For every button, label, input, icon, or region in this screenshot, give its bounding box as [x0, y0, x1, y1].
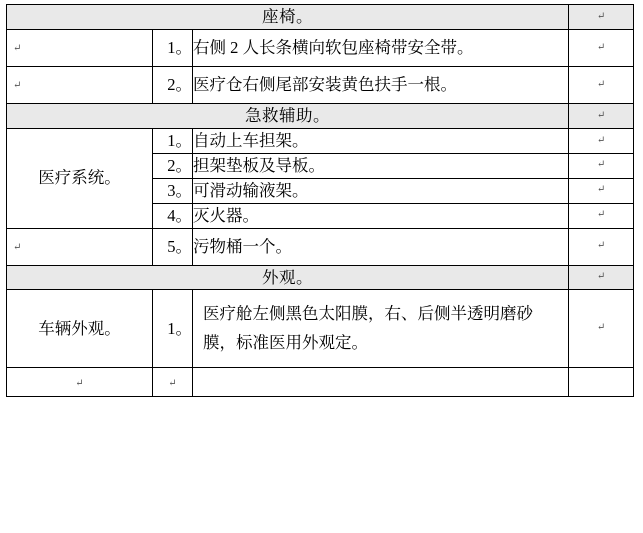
row-text-cell: 医疗舱左侧黑色太阳膜，右、后侧半透明磨砂膜，标准医用外观定。: [193, 290, 569, 367]
paragraph-mark-icon: ↵: [13, 42, 22, 54]
tail-label-cell: [7, 367, 153, 396]
table-row: [7, 290, 634, 367]
row-number-cell: 1。: [153, 29, 193, 66]
section-header-first-aid: [7, 103, 634, 128]
section-title-first-aid: 急救辅助。: [7, 103, 569, 128]
paragraph-mark-icon: ↵: [13, 241, 22, 253]
table-row: [7, 128, 634, 153]
row-note-cell: [569, 228, 634, 265]
row-text-cell: 右侧 2 人长条横向软包座椅带安全带。: [193, 29, 569, 66]
paragraph-mark-icon: ↵: [75, 378, 84, 390]
document-page: [0, 4, 643, 533]
section-header-seats: [7, 5, 634, 30]
paragraph-mark-icon: ↵: [596, 322, 606, 334]
row-note-cell: [569, 29, 634, 66]
tail-text-cell: [193, 367, 569, 396]
row-text-cell: 灭火器。: [193, 203, 569, 228]
row-note-cell: [569, 128, 634, 153]
section-note-seats: [569, 5, 634, 30]
row-number-cell: 3。: [153, 178, 193, 203]
tail-note-cell: [569, 367, 634, 396]
paragraph-mark-icon: ↵: [596, 134, 606, 146]
row-text-cell: 自动上车担架。: [193, 128, 569, 153]
table-row: [7, 66, 634, 103]
row-note-cell: [569, 203, 634, 228]
row-note-cell: [569, 290, 634, 367]
row-number-cell: 2。: [153, 153, 193, 178]
row-note-cell: [569, 178, 634, 203]
row-number-cell: 1。: [153, 128, 193, 153]
row-note-cell: [569, 66, 634, 103]
paragraph-mark-icon: ↵: [596, 240, 606, 252]
paragraph-mark-icon: ↵: [596, 184, 606, 196]
section-note-first-aid: [569, 103, 634, 128]
vehicle-spec-table: [6, 4, 634, 397]
row-label-cell: [7, 66, 153, 103]
section-title-seats: 座椅。: [7, 5, 569, 30]
paragraph-mark-icon: ↵: [596, 109, 606, 121]
row-label-cell: [7, 29, 153, 66]
paragraph-mark-icon: ↵: [168, 378, 177, 390]
row-note-cell: [569, 153, 634, 178]
paragraph-mark-icon: ↵: [596, 271, 606, 283]
paragraph-mark-icon: ↵: [596, 78, 606, 90]
table-row-tail: [7, 367, 634, 396]
paragraph-mark-icon: ↵: [596, 209, 606, 221]
row-text-cell: 污物桶一个。: [193, 228, 569, 265]
row-number-cell: 5。: [153, 228, 193, 265]
section-header-appearance: [7, 265, 634, 290]
paragraph-mark-icon: ↵: [596, 10, 606, 22]
row-text-cell: 医疗仓右侧尾部安装黄色扶手一根。: [193, 66, 569, 103]
paragraph-mark-icon: ↵: [596, 159, 606, 171]
section-title-appearance: 外观。: [7, 265, 569, 290]
row-number-cell: 4。: [153, 203, 193, 228]
paragraph-mark-icon: ↵: [596, 41, 606, 53]
row-text-cell: 担架垫板及导板。: [193, 153, 569, 178]
row-text-cell: 可滑动输液架。: [193, 178, 569, 203]
group-label-medical-system: 医疗系统。: [7, 128, 153, 228]
section-note-appearance: [569, 265, 634, 290]
row-number-cell: 1。: [153, 290, 193, 367]
tail-number-cell: [153, 367, 193, 396]
table-row: [7, 29, 634, 66]
row-label-cell: [7, 228, 153, 265]
group-label-vehicle-appearance: 车辆外观。: [7, 290, 153, 367]
row-number-cell: 2。: [153, 66, 193, 103]
paragraph-mark-icon: ↵: [13, 79, 22, 91]
table-row: [7, 228, 634, 265]
